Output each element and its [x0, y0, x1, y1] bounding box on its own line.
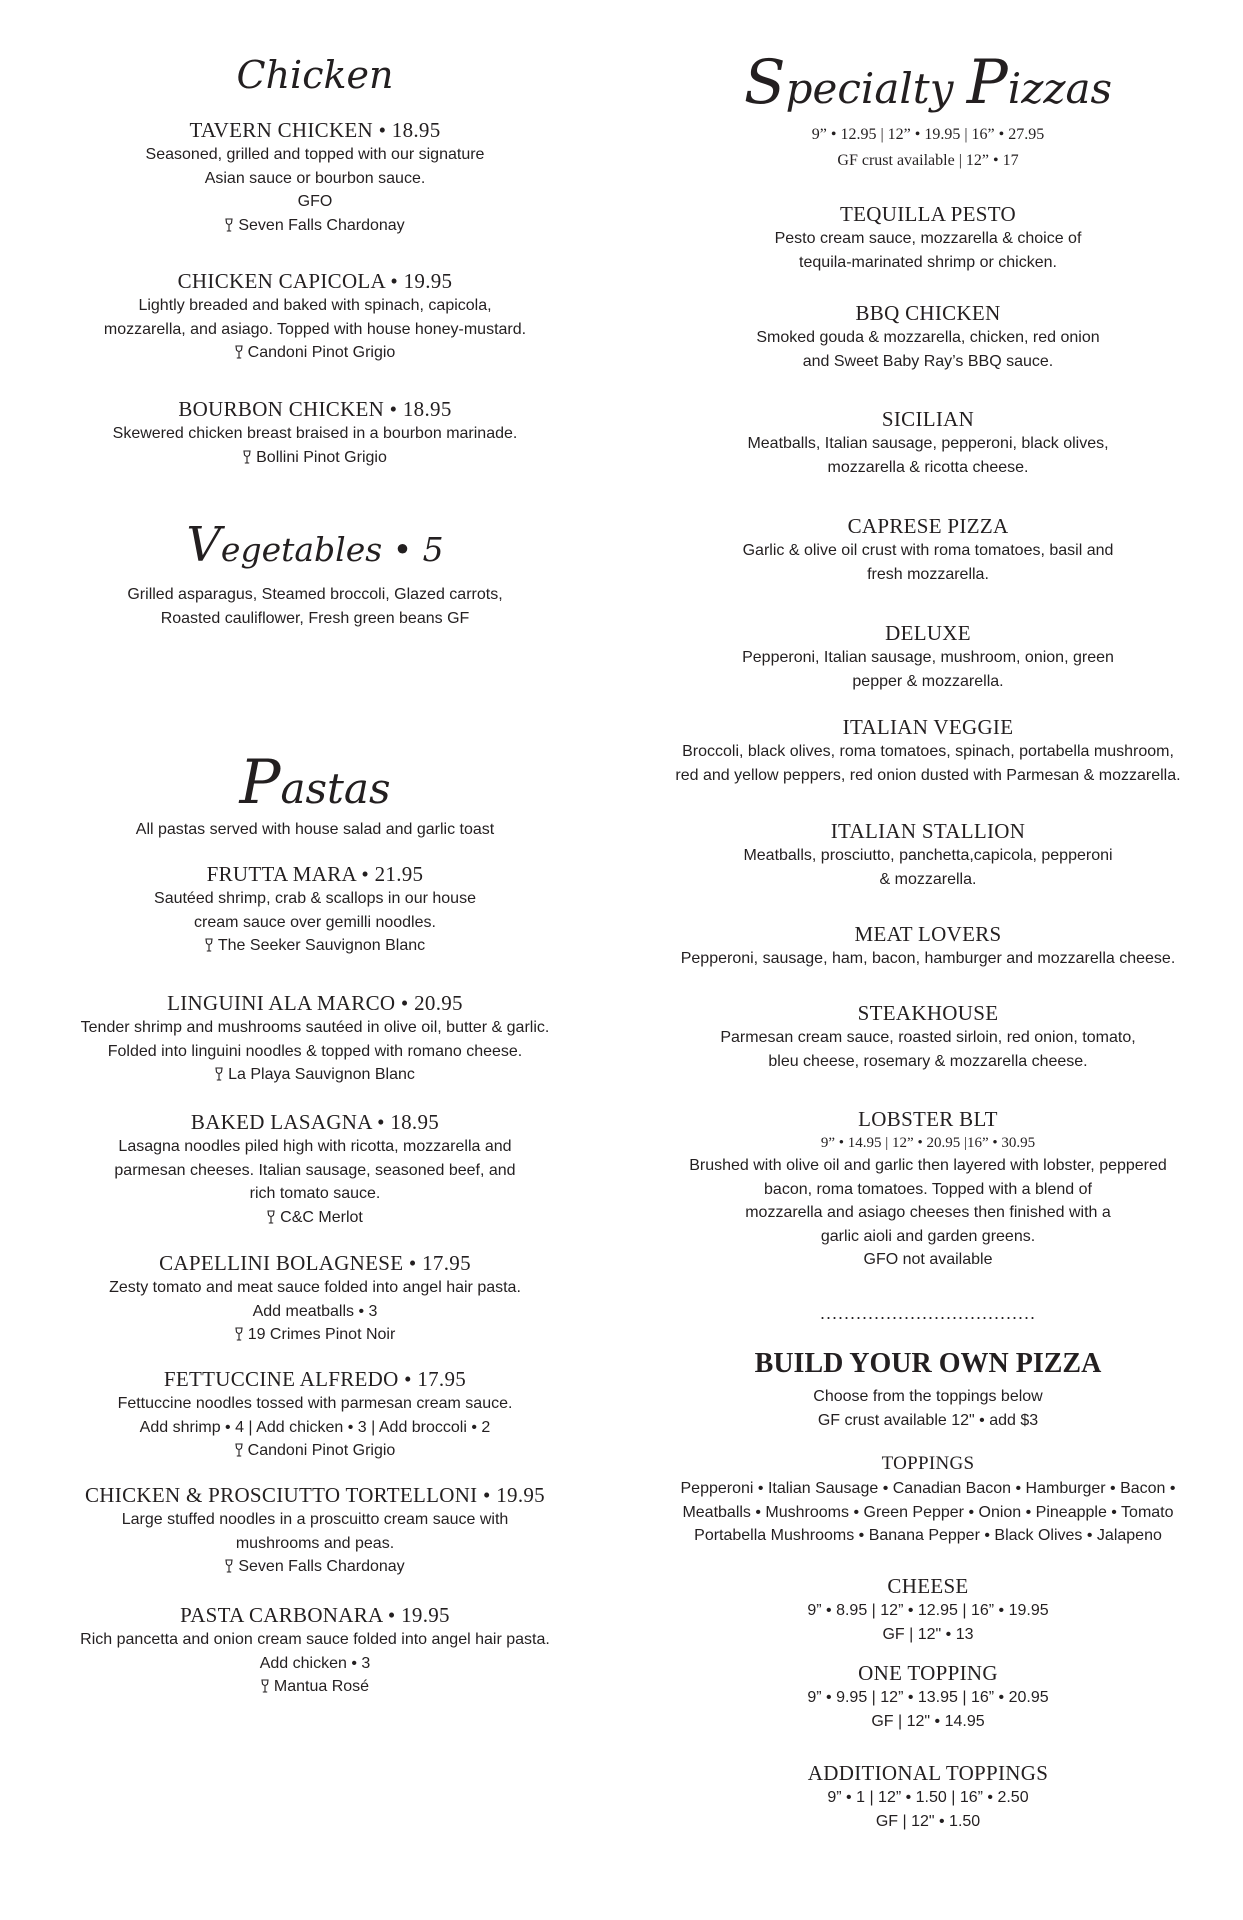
item-desc: Pepperoni, sausage, ham, bacon, hamburger and mozzarella cheese.	[680, 950, 1176, 967]
item-desc: Folded into linguini noodles & topped with romano cheese.	[107, 1042, 523, 1060]
wine-glass-icon	[205, 938, 213, 952]
item-desc: cream sauce over gemilli noodles.	[194, 913, 436, 931]
byo-heading: BUILD YOUR OWN PIZZA	[754, 1348, 1102, 1379]
item-desc: Broccoli, black olives, roma tomatoes, spinach, portabella mushroom,	[682, 743, 1174, 760]
byo-desc: Choose from the toppings below	[813, 1388, 1043, 1405]
wine-name: Seven Falls Chardonay	[238, 1558, 405, 1575]
wine-name: C&C Merlot	[280, 1208, 363, 1226]
wine-name: 19 Crimes Pinot Noir	[247, 1326, 396, 1343]
pizza-deluxe	[668, 620, 1188, 693]
item-desc: red and yellow peppers, red onion dusted with Parmesan & mozzarella.	[675, 766, 1181, 784]
wine-pairing	[70, 1675, 560, 1699]
wine-pairing	[70, 214, 560, 238]
item-desc: mozzarella, and asiago. Topped with house honey-mustard.	[103, 320, 527, 338]
heading-word: pecialty	[785, 64, 954, 113]
item-desc: Fettuccine noodles tossed with parmesan cream sauce.	[117, 1395, 513, 1412]
item-title: STEAKHOUSE	[857, 1001, 999, 1025]
menu-item-bourbon-chicken	[70, 396, 560, 469]
price-line: 9” • 1 | 12” • 1.50 | 16” • 2.50	[827, 1789, 1029, 1806]
menu-item-chicken-capicola	[70, 268, 560, 365]
item-desc: Seasoned, grilled and topped with our signature	[145, 146, 485, 163]
item-title: TAVERN CHICKEN • 18.95	[189, 118, 441, 142]
item-desc: Add shrimp • 4 | Add chicken • 3 | Add broccoli • 2	[139, 1418, 491, 1436]
item-title: ITALIAN VEGGIE	[842, 715, 1014, 739]
wine-glass-icon	[243, 450, 251, 464]
build-your-own-pizza	[668, 1347, 1188, 1432]
item-desc: tequila-marinated shrimp or chicken.	[799, 253, 1057, 271]
item-desc: rich tomato sauce.	[249, 1185, 381, 1202]
item-desc: Lightly breaded and baked with spinach, capicola,	[138, 297, 492, 314]
wine-name: Seven Falls Chardonay	[238, 216, 405, 234]
byo-desc: GF crust available 12" • add $3	[817, 1411, 1039, 1429]
price-line: GF | 12" • 13	[882, 1625, 974, 1643]
pastas-note: All pastas served with house salad and garlic toast	[135, 821, 495, 838]
menu-item-capellini-bolagnese	[70, 1250, 560, 1347]
wine-pairing	[70, 341, 560, 365]
item-desc: mozzarella & ricotta cheese.	[827, 458, 1029, 476]
wine-name: La Playa Sauvignon Blanc	[228, 1066, 415, 1083]
wine-glass-icon	[267, 1210, 275, 1224]
toppings-line: Portabella Mushrooms • Banana Pepper • Black Olives • Jalapeno	[694, 1527, 1162, 1544]
heading-initial: P	[239, 747, 281, 818]
price-line: GF | 12" • 14.95	[871, 1712, 985, 1730]
wine-glass-icon	[225, 1559, 233, 1573]
item-title: CAPELLINI BOLAGNESE • 17.95	[159, 1251, 471, 1275]
item-title: FETTUCCINE ALFREDO • 17.95	[163, 1367, 467, 1391]
pizza-italian-veggie	[668, 714, 1188, 787]
item-desc: Parmesan cream sauce, roasted sirloin, red onion, tomato,	[720, 1029, 1136, 1046]
price-title: ONE TOPPING	[858, 1661, 998, 1685]
wine-name: Candoni Pinot Grigio	[247, 1442, 396, 1459]
item-desc: Add chicken • 3	[259, 1654, 371, 1672]
item-desc: & mozzarella.	[879, 870, 977, 888]
menu-item-frutta-mara	[70, 861, 560, 958]
item-title: ITALIAN STALLION	[830, 819, 1026, 843]
menu-item-baked-lasagna	[70, 1109, 560, 1229]
toppings-list	[668, 1451, 1188, 1548]
price-line: 9” • 8.95 | 12” • 12.95 | 16” • 19.95	[807, 1602, 1049, 1619]
item-desc: mozzarella and asiago cheeses then finished with a	[745, 1204, 1111, 1221]
item-title: CAPRESE PIZZA	[847, 514, 1009, 538]
item-title: LINGUINI ALA MARCO • 20.95	[167, 991, 463, 1015]
item-desc: mushrooms and peas.	[235, 1534, 395, 1552]
item-title: BBQ CHICKEN	[855, 301, 1001, 325]
item-desc: Zesty tomato and meat sauce folded into angel hair pasta.	[109, 1279, 521, 1296]
item-desc: Add meatballs • 3	[252, 1302, 378, 1320]
size-prices: 9” • 14.95 | 12” • 20.95 |16” • 30.95	[820, 1135, 1036, 1151]
item-desc: fresh mozzarella.	[867, 565, 989, 583]
vegetables-list	[70, 583, 560, 630]
price-title: CHEESE	[887, 1574, 969, 1598]
heading-rest: egetables	[220, 530, 383, 569]
menu-item-linguini-ala-marco	[70, 990, 560, 1087]
toppings-line: Pepperoni • Italian Sausage • Canadian Bacon • Hamburger • Bacon •	[680, 1480, 1176, 1497]
item-title: BOURBON CHICKEN • 18.95	[178, 397, 452, 421]
item-desc: Meatballs, prosciutto, panchetta,capicola, pepperoni	[743, 847, 1113, 864]
item-desc: pepper & mozzarella.	[852, 672, 1004, 690]
wine-glass-icon	[235, 345, 243, 359]
price-line: 9” • 9.95 | 12” • 13.95 | 16” • 20.95	[807, 1689, 1049, 1706]
vegetables-price: • 5	[392, 530, 444, 569]
pizza-sicilian	[668, 406, 1188, 479]
pizza-tequilla-pesto	[668, 201, 1188, 274]
wine-glass-icon	[215, 1067, 223, 1081]
item-title: FRUTTA MARA • 21.95	[206, 862, 424, 886]
vegetables-heading	[70, 518, 560, 574]
price-one-topping	[668, 1660, 1188, 1733]
wine-pairing	[70, 934, 560, 958]
pizza-italian-stallion	[668, 818, 1188, 891]
item-desc: Roasted cauliflower, Fresh green beans GF	[160, 609, 470, 627]
wine-pairing	[55, 1555, 575, 1579]
chicken-heading: Chicken	[236, 53, 394, 97]
item-title: CHICKEN & PROSCIUTTO TORTELLONI • 19.95	[85, 1483, 545, 1507]
item-title: MEAT LOVERS	[854, 922, 1002, 946]
item-title: TEQUILLA PESTO	[840, 202, 1016, 226]
pizza-lobster-blt	[668, 1106, 1188, 1272]
pizza-meat-lovers	[668, 921, 1188, 971]
item-desc: and Sweet Baby Ray’s BBQ sauce.	[802, 352, 1054, 370]
price-cheese	[668, 1573, 1188, 1646]
wine-pairing	[70, 1063, 560, 1087]
price-title: ADDITIONAL TOPPINGS	[807, 1761, 1049, 1785]
item-desc: Rich pancetta and onion cream sauce folded into angel hair pasta.	[80, 1631, 550, 1648]
gf-note: GF crust available | 12” • 17	[837, 152, 1019, 169]
wine-name: Bollini Pinot Grigio	[256, 448, 387, 466]
section-divider: ....................................	[819, 1303, 1037, 1323]
pastas-heading	[70, 747, 560, 818]
wine-glass-icon	[225, 218, 233, 232]
item-desc: Smoked gouda & mozzarella, chicken, red onion	[756, 329, 1100, 346]
item-desc: Asian sauce or bourbon sauce.	[204, 169, 426, 187]
size-prices: 9” • 12.95 | 12” • 19.95 | 16” • 27.95	[811, 126, 1045, 143]
specialty-pizzas-heading	[668, 47, 1188, 120]
item-desc: Garlic & olive oil crust with roma tomatoes, basil and	[742, 542, 1114, 559]
wine-glass-icon	[235, 1443, 243, 1457]
menu-item-fettuccine-alfredo	[70, 1366, 560, 1463]
item-desc: Grilled asparagus, Steamed broccoli, Glazed carrots,	[127, 586, 503, 603]
price-line: GF | 12" • 1.50	[875, 1812, 981, 1830]
wine-name: Mantua Rosé	[273, 1678, 370, 1695]
item-desc: Lasagna noodles piled high with ricotta, mozzarella and	[118, 1138, 512, 1155]
item-desc: Sautéed shrimp, crab & scallops in our house	[154, 890, 476, 907]
pizza-caprese	[668, 513, 1188, 586]
item-desc: Pesto cream sauce, mozzarella & choice of	[774, 230, 1082, 247]
pizza-steakhouse	[668, 1000, 1188, 1073]
item-desc: bacon, roma tomatoes. Topped with a blend of	[764, 1180, 1092, 1198]
item-desc: Pepperoni, Italian sausage, mushroom, onion, green	[742, 649, 1114, 666]
wine-name: The Seeker Sauvignon Blanc	[217, 937, 426, 954]
wine-pairing	[70, 1323, 560, 1347]
item-desc: bleu cheese, rosemary & mozzarella cheese.	[768, 1052, 1088, 1070]
item-desc: parmesan cheeses. Italian sausage, seasoned beef, and	[114, 1161, 516, 1179]
wine-pairing	[70, 1439, 560, 1463]
heading-rest: astas	[280, 764, 391, 813]
pizza-bbq-chicken	[668, 300, 1188, 373]
item-title: SICILIAN	[881, 407, 975, 431]
wine-pairing	[70, 446, 560, 470]
wine-glass-icon	[235, 1327, 243, 1341]
item-desc: GFO not available	[863, 1251, 993, 1268]
item-desc: garlic aioli and garden greens.	[820, 1227, 1036, 1245]
wine-glass-icon	[261, 1679, 269, 1693]
specialty-sizes	[668, 122, 1188, 174]
item-desc: GFO	[297, 193, 333, 210]
item-title: LOBSTER BLT	[858, 1107, 998, 1131]
item-desc: Meatballs, Italian sausage, pepperoni, black olives,	[747, 435, 1109, 452]
heading-initial: S	[743, 47, 786, 118]
item-title: DELUXE	[885, 621, 971, 645]
item-desc: Large stuffed noodles in a proscuitto cream sauce with	[121, 1511, 509, 1528]
heading-word: izzas	[1007, 64, 1113, 113]
item-title: CHICKEN CAPICOLA • 19.95	[177, 269, 453, 293]
item-desc: Tender shrimp and mushrooms sautéed in olive oil, butter & garlic.	[80, 1019, 550, 1036]
heading-initial: V	[186, 518, 221, 573]
item-desc: Skewered chicken breast braised in a bourbon marinade.	[112, 425, 518, 442]
item-title: BAKED LASAGNA • 18.95	[190, 1110, 440, 1134]
toppings-title: TOPPINGS	[881, 1453, 975, 1474]
wine-name: Candoni Pinot Grigio	[247, 344, 396, 361]
item-title: PASTA CARBONARA • 19.95	[180, 1603, 450, 1627]
price-additional-toppings	[668, 1760, 1188, 1833]
item-desc: Brushed with olive oil and garlic then layered with lobster, peppered	[689, 1157, 1167, 1174]
menu-item-pasta-carbonara	[70, 1602, 560, 1699]
heading-initial: P	[966, 47, 1008, 118]
menu-item-tavern-chicken	[70, 117, 560, 237]
wine-pairing	[70, 1206, 560, 1230]
menu-item-chicken-prosciutto-tortelloni	[55, 1482, 575, 1579]
toppings-line: Meatballs • Mushrooms • Green Pepper • Onion • Pineapple • Tomato	[682, 1503, 1174, 1521]
